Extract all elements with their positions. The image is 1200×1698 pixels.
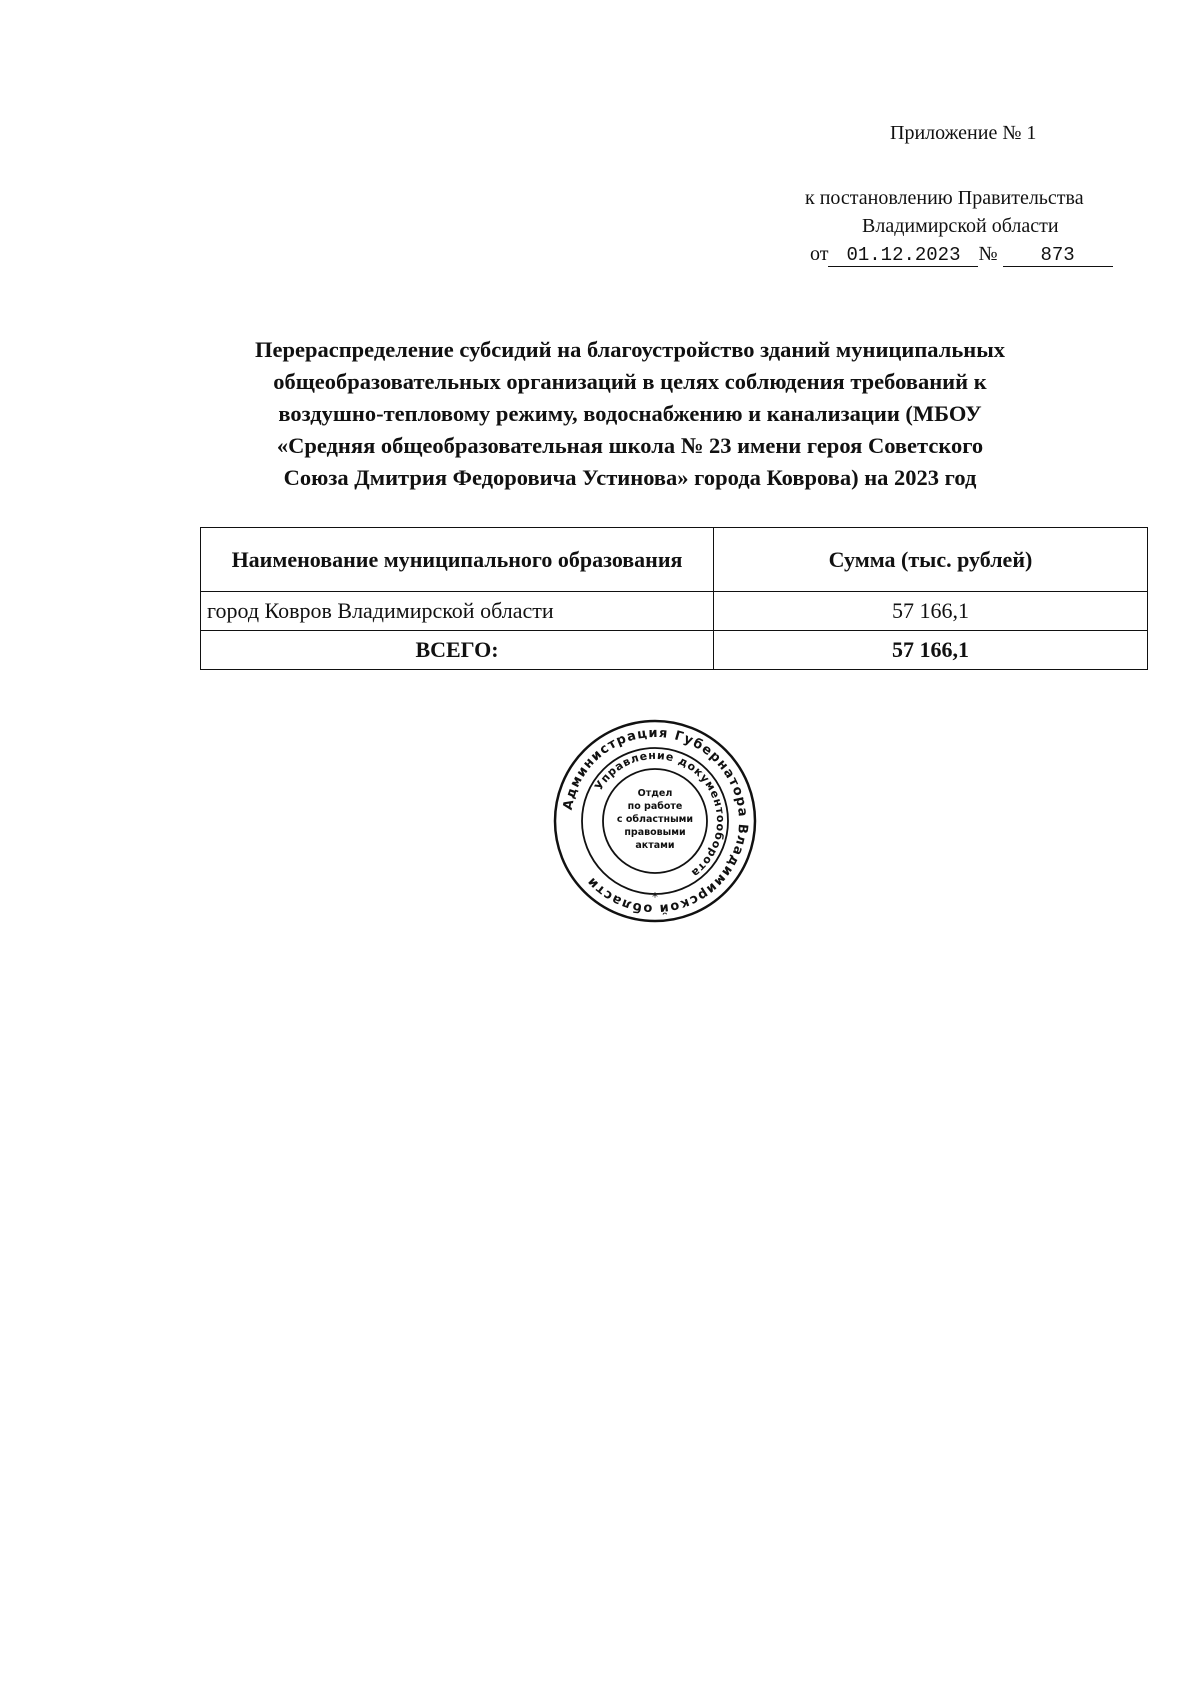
column-header-amount: Сумма (тыс. рублей) (714, 528, 1148, 592)
stamp-center-line: по работе (627, 801, 683, 812)
stamp-outer-text: Администрация Губернатора Владимирской области (560, 725, 751, 917)
title-line: Перераспределение субсидий на благоустройство зданий муниципальных (254, 337, 1006, 362)
decree-reference: к постановлению Правительства (805, 187, 1084, 209)
title-line: Союза Дмитрия Федоровича Устинова» города Коврова) на 2023 год (283, 465, 977, 490)
number-prefix: № (978, 243, 998, 265)
decree-date-line (810, 241, 1113, 267)
table-header-row (201, 528, 1148, 592)
cell-amount: 57 166,1 (714, 592, 1148, 631)
table-total-row (201, 631, 1148, 670)
official-stamp (552, 718, 758, 924)
title-line: общеобразовательных организаций в целях соблюдения требований к (273, 369, 987, 394)
subsidy-table (200, 527, 1148, 670)
stamp-center-line: актами (635, 840, 675, 851)
total-label: ВСЕГО: (201, 631, 714, 670)
stamp-inner-text: Управление документооборота (592, 748, 728, 881)
document-title (150, 334, 1110, 494)
stamp-center-line: с областными (616, 814, 694, 825)
title-line: «Средняя общеобразовательная школа № 23 имени героя Советского (276, 433, 984, 458)
date-prefix: от (810, 243, 829, 265)
stamp-graphic (552, 718, 758, 924)
stamp-center-line: Отдел (637, 788, 673, 799)
appendix-label: Приложение № 1 (890, 122, 1037, 144)
total-amount: 57 166,1 (714, 631, 1148, 670)
decree-number: 873 (1003, 244, 1113, 267)
stamp-center-line: правовыми (624, 827, 686, 838)
title-line: воздушно-тепловому режиму, водоснабжению и канализации (МБОУ (278, 401, 982, 426)
svg-text:*: * (652, 890, 658, 904)
table-row (201, 592, 1148, 631)
region-label: Владимирской области (862, 215, 1059, 237)
decree-date: 01.12.2023 (828, 244, 978, 267)
cell-municipality: город Ковров Владимирской области (201, 592, 714, 631)
column-header-municipality: Наименование муниципального образования (201, 528, 714, 592)
